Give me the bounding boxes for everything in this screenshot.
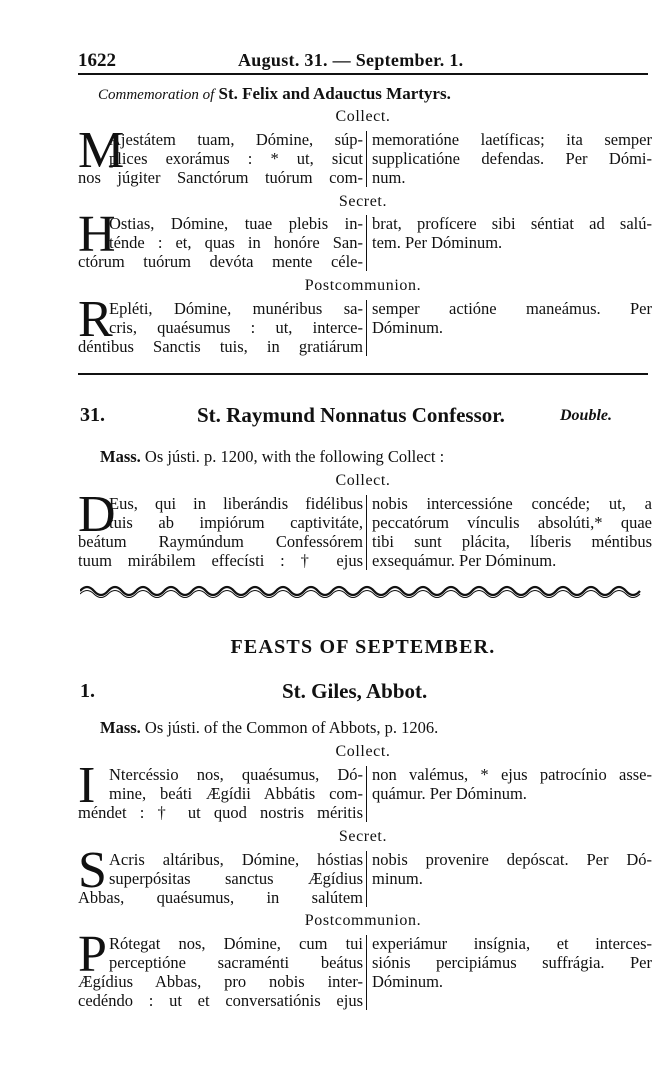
header-rule bbox=[78, 73, 648, 75]
felix-secret-heading: Secret. bbox=[338, 193, 388, 210]
giles-postcommunion-dropcap: P bbox=[78, 926, 107, 983]
feast-title: St. Giles, Abbot. bbox=[282, 679, 428, 703]
column-rule bbox=[366, 935, 367, 1010]
raymund-collect-right bbox=[372, 494, 652, 570]
felix-postcommunion-heading: Postcommunion. bbox=[304, 277, 422, 294]
text-line: Acris altáribus, Dómine, hóstias bbox=[109, 850, 363, 869]
column-rule bbox=[366, 851, 367, 907]
text-line: Epléti, Dómine, munéribus sa- bbox=[109, 299, 363, 318]
felix-collect-dropcap: M bbox=[78, 122, 125, 179]
giles-secret-left bbox=[78, 842, 363, 907]
giles-secret-heading: Secret. bbox=[338, 828, 388, 845]
text-line: tuis ab impiórum captivitáte, bbox=[109, 513, 363, 532]
text-line: perceptióne sacraménti beátus bbox=[109, 953, 363, 972]
text-line: déntibus Sanctis tuis, in gratiárum bbox=[78, 337, 363, 356]
text-line: cedéndo : ut et conversatiónis ejus bbox=[78, 991, 363, 1010]
text-line: ténde : et, quas in honóre San- bbox=[109, 233, 363, 252]
text-line: siónis percipiámus suffrágia. Per bbox=[372, 953, 652, 972]
text-line: experiámur insígnia, et interces- bbox=[372, 934, 652, 953]
felix-postcommunion-right bbox=[372, 299, 652, 337]
felix-collect-left bbox=[78, 122, 363, 187]
giles-collect-heading: Collect. bbox=[335, 743, 391, 760]
text-line: plices exorámus : * ut, sicut bbox=[109, 149, 363, 168]
giles-collect-left bbox=[78, 757, 363, 822]
text-line: exsequámur. Per Dóminum. bbox=[372, 551, 557, 570]
text-line: Dóminum. bbox=[372, 318, 444, 337]
text-line: Dóminum. bbox=[372, 972, 444, 991]
giles-collect-right bbox=[372, 765, 652, 803]
feast-day-number: 1. bbox=[80, 680, 95, 702]
text-line: nobis intercessióne concéde; ut, a bbox=[372, 494, 652, 513]
text-line: tem. Per Dóminum. bbox=[372, 233, 503, 252]
giles-postcommunion-left bbox=[78, 926, 363, 1010]
text-line: tibi sunt plácita, líberis méntibus bbox=[372, 532, 652, 551]
text-line: nos júgiter Sanctórum tuórum com- bbox=[78, 168, 363, 187]
feast-title: St. Raymund Nonnatus Confessor. bbox=[197, 403, 505, 427]
text-line: peccatórum vínculis absolúti,* quae bbox=[372, 513, 652, 532]
text-line: tuum mirábilem effecísti : † ejus bbox=[78, 551, 363, 570]
column-rule bbox=[366, 131, 367, 187]
column-rule bbox=[366, 495, 367, 570]
feast-rank: Double. bbox=[560, 407, 612, 424]
mass-label: Mass. bbox=[100, 718, 141, 737]
text-line: Ostias, Dómine, tuae plebis in- bbox=[109, 214, 363, 233]
text-line: Eus, qui in liberándis fidélibus bbox=[109, 494, 363, 513]
raymund-collect-dropcap: D bbox=[78, 486, 116, 543]
column-rule bbox=[366, 215, 367, 271]
running-head: August. 31. — September. 1. bbox=[238, 50, 464, 70]
mass-text: Os jústi. of the Common of Abbots, p. 1206. bbox=[144, 718, 439, 737]
giles-secret-dropcap: S bbox=[78, 842, 107, 899]
text-line: non valémus, * ejus patrocínio asse- bbox=[372, 765, 652, 784]
raymund-collect-left bbox=[78, 486, 363, 570]
text-line: num. bbox=[372, 168, 406, 187]
text-line: Ægídius Abbas, pro nobis inter- bbox=[78, 972, 363, 991]
felix-collect-right bbox=[372, 130, 652, 187]
felix-postcommunion-dropcap: R bbox=[78, 291, 113, 348]
text-line: memoratióne laetíficas; ita semper bbox=[372, 130, 652, 149]
felix-secret-left bbox=[78, 206, 363, 271]
page-number: 1622 bbox=[78, 50, 116, 71]
giles-collect-dropcap: I bbox=[78, 757, 96, 814]
text-line: quámur. Per Dóminum. bbox=[372, 784, 527, 803]
text-line: Abbas, quaésumus, in salútem bbox=[78, 888, 363, 907]
text-line: semper actióne maneámus. Per bbox=[372, 299, 652, 318]
commemoration-prefix: Commemoration of bbox=[98, 87, 215, 103]
text-line: nobis provenire depóscat. Per Dó- bbox=[372, 850, 652, 869]
mass-line bbox=[100, 447, 444, 467]
text-line: superpósitas sanctus Ægídius bbox=[109, 869, 363, 888]
text-line: minum. bbox=[372, 869, 423, 888]
felix-secret-right bbox=[372, 214, 652, 252]
raymund-collect-heading: Collect. bbox=[335, 472, 391, 489]
feasts-heading: FEASTS OF SEPTEMBER. bbox=[230, 636, 496, 658]
text-line: Ntercéssio nos, quaésumus, Dó- bbox=[109, 765, 363, 784]
commemoration-line bbox=[98, 84, 451, 104]
text-line: Rótegat nos, Dómine, cum tui bbox=[109, 934, 363, 953]
felix-secret-dropcap: H bbox=[78, 206, 116, 263]
commemoration-title: St. Felix and Adauctus Martyrs. bbox=[218, 84, 451, 103]
mass-label: Mass. bbox=[100, 447, 141, 466]
ornamental-rule bbox=[80, 583, 648, 599]
text-line: cris, quaésumus : ut, interce- bbox=[109, 318, 363, 337]
felix-collect-heading: Collect. bbox=[335, 108, 391, 125]
column-rule bbox=[366, 766, 367, 822]
text-line: brat, profícere sibi séntiat ad salú- bbox=[372, 214, 652, 233]
text-line: Ajestátem tuam, Dómine, súp- bbox=[109, 130, 363, 149]
section-rule bbox=[78, 373, 648, 375]
mass-text: Os jústi. p. 1200, with the following Collect : bbox=[144, 447, 445, 466]
giles-postcommunion-right bbox=[372, 934, 652, 991]
giles-secret-right bbox=[372, 850, 652, 888]
text-line: ctórum tuórum devóta mente céle- bbox=[78, 252, 363, 271]
felix-postcommunion-left bbox=[78, 291, 363, 356]
column-rule bbox=[366, 300, 367, 356]
text-line: beátum Raymúndum Confessórem bbox=[78, 532, 363, 551]
text-line: mine, beáti Ægídii Abbátis com- bbox=[109, 784, 363, 803]
text-line: supplicatióne defendas. Per Dómi- bbox=[372, 149, 652, 168]
mass-line bbox=[100, 718, 438, 738]
giles-postcommunion-heading: Postcommunion. bbox=[304, 912, 422, 929]
feast-day-number: 31. bbox=[80, 404, 105, 426]
text-line: méndet : † ut quod nostris méritis bbox=[78, 803, 363, 822]
